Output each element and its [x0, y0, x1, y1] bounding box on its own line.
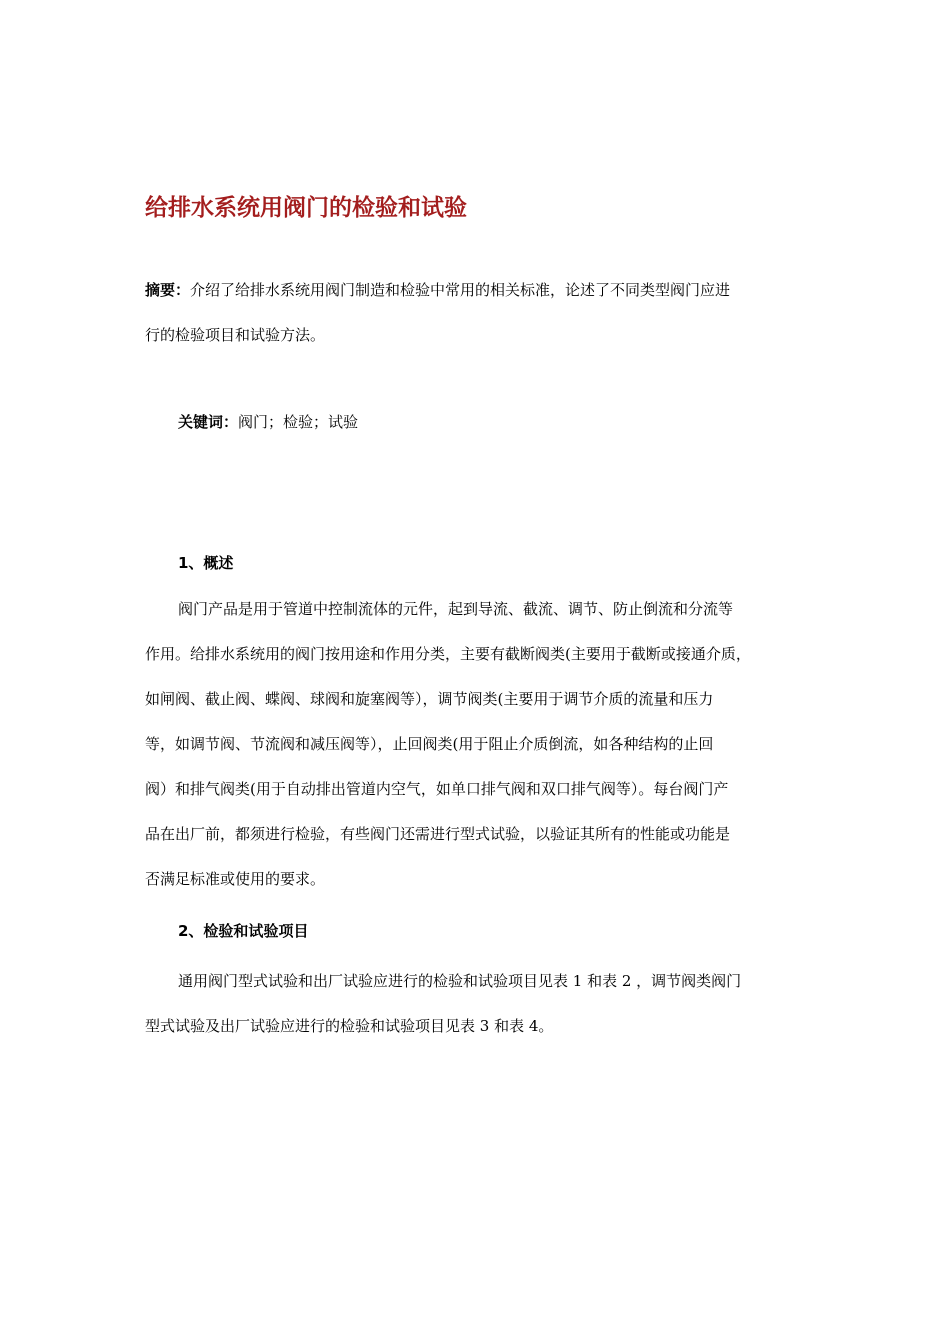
abstract-text-line-2: 行的检验项目和试验方法。 [145, 326, 326, 344]
keywords-text: 阀门；检验；试验 [238, 413, 359, 431]
section-2-line-1: 通用阀门型式试验和出厂试验应进行的检验和试验项目见表 1 和表 2 ，调节阀类阀门 [178, 972, 742, 990]
section-1-line-2: 作用。给排水系统用的阀门按用途和作用分类，主要有截断阀类(主要用于截断或接通介质， [145, 645, 751, 663]
keywords-line [178, 404, 358, 440]
abstract-paragraph [145, 268, 811, 358]
section-1-line-3: 如闸阀、截止阀、蝶阀、球阀和旋塞阀等），调节阀类(主要用于调节介质的流量和压力 [145, 690, 714, 708]
keywords-label: 关键词： [178, 413, 239, 431]
section-1-heading: 1、概述 [178, 554, 234, 572]
section-1-line-6: 品在出厂前，都须进行检验，有些阀门还需进行型式试验，以验证其所有的性能或功能是 [145, 825, 731, 843]
section-2-line-2: 型式试验及出厂试验应进行的检验和试验项目见表 3 和表 4。 [145, 1017, 554, 1035]
section-1-line-5: 阀）和排气阀类(用于自动排出管道内空气，如单口排气阀和双口排气阀等）。每台阀门产 [145, 780, 729, 798]
section-1-paragraph [145, 587, 811, 902]
section-1-line-7: 否满足标准或使用的要求。 [145, 870, 326, 888]
document-title: 给排水系统用阀门的检验和试验 [145, 195, 467, 221]
abstract-label: 摘要： [145, 281, 191, 299]
section-2-paragraph [145, 959, 811, 1049]
section-2-heading: 2、检验和试验项目 [178, 922, 309, 940]
abstract-text-line-1: 介绍了给排水系统用阀门制造和检验中常用的相关标准，论述了不同类型阀门应进 [190, 281, 731, 299]
section-1-line-4: 等，如调节阀、节流阀和减压阀等），止回阀类(用于阻止介质倒流，如各种结构的止回 [145, 735, 714, 753]
section-1-line-1: 阀门产品是用于管道中控制流体的元件，起到导流、截流、调节、防止倒流和分流等 [178, 600, 734, 618]
